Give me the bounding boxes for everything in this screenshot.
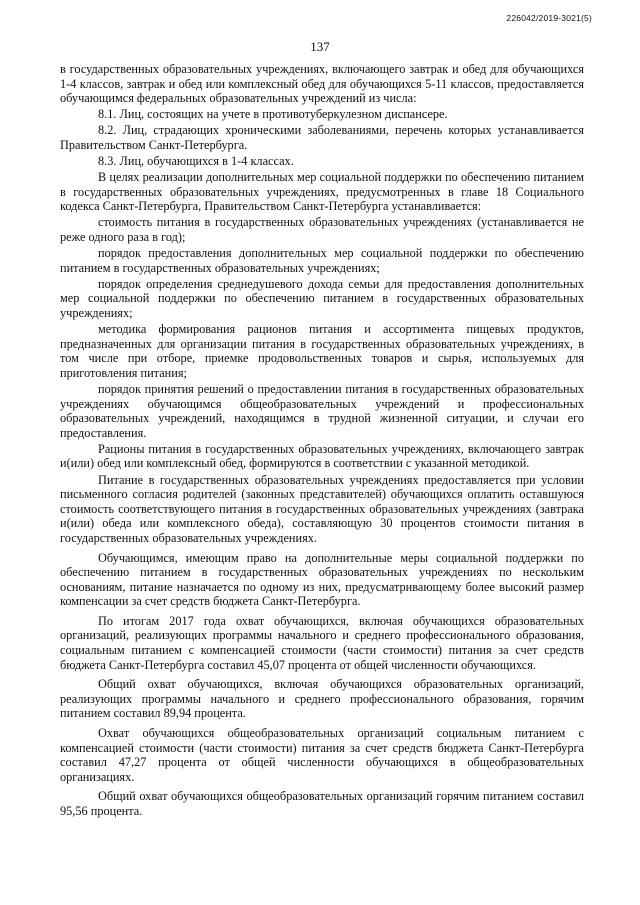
paragraph-cost: стоимость питания в государственных образовательных учреждениях (устанавливается не реже одного раза в год);: [60, 215, 584, 245]
paragraph-item-8-2: 8.2. Лиц, страдающих хроническими заболеваниями, перечень которых устанавливается Правительством Санкт-Петербурга.: [60, 123, 584, 152]
paragraph-continuation: в государственных образовательных учреждениях, включающего завтрак и обед для обучающихся 1-4 классов, завтрак и обед или комплексный обед для обучающихся 5-11 классов, предоставляется обучающимся федеральных образовательных учреждений из числа:: [60, 62, 584, 106]
paragraph-methodology: методика формирования рационов питания и ассортимента пищевых продуктов, предназначенных для организации питания в государственных образовательных учреждениях, в том числе при отборе, приемке продовольственных товаров и сырья, используемых для приготовления питания;: [60, 322, 584, 380]
page-number: 137: [310, 39, 330, 54]
paragraph-parental-consent: Питание в государственных образовательных учреждениях предоставляется при условии письменного согласия родителей (законных представителей) обучающихся оплатить оставшуюся стоимость соответствующего питания в государственных образовательных учреждениях (завтрака и(или) обеда или комплексного обеда), составляющую 30 процентов стоимости питания в государственных образовательных учреждениях.: [60, 472, 584, 545]
paragraph-item-8-1: 8.1. Лиц, состоящих на учете в противотуберкулезном диспансере.: [98, 107, 448, 122]
paragraph-decision-procedure: порядок принятия решений о предоставлении питания в государственных образовательных учреждениях обучающимся общеобразовательных учреждений и профессиональных образовательных учреждений, находящимся в трудной жизненной ситуации, и случаи его предоставления.: [60, 381, 584, 440]
paragraph-general-education-coverage: Охват обучающихся общеобразовательных организаций социальным питанием с компенсацией стоимости (части стоимости) питания за счет средств бюджета Санкт-Петербурга составил 47,27 процента от общей численности обучающихся в общеобразовательных организациях.: [60, 726, 584, 784]
document-body: [60, 62, 584, 820]
paragraph-total-coverage: Общий охват обучающихся, включая обучающихся образовательных организаций, реализующих программы начального и среднего профессионального образования, горячим питанием составил 89,94 процента.: [60, 677, 584, 721]
paragraph-procedure-income: порядок определения среднедушевого дохода семьи для предоставления дополнительных мер социальной поддержки по обеспечению питанием в государственных образовательных учреждениях;: [60, 276, 584, 320]
paragraph-multiple-grounds: Обучающимся, имеющим право на дополнительные меры социальной поддержки по обеспечению питанием в государственных образовательных учреждениях по нескольким основаниям, питание назначается по одному из них, предусматривающему более высокий размер компенсации за счет средств бюджета Санкт-Петербурга.: [60, 550, 584, 609]
paragraph-results-2017: По итогам 2017 года охват обучающихся, включая обучающихся образовательных организаций, реализующих программы начального и среднего профессионального образования, социальным питанием с компенсацией стоимости (части стоимости) питания за счет средств бюджета Санкт-Петербурга составил 45,07 процента от общей численности обучающихся.: [60, 613, 584, 672]
paragraph-rations: Рационы питания в государственных образовательных учреждениях, включающего завтрак и(или) обед или комплексный обед, формируются в соответствии с указанной методикой.: [60, 441, 584, 471]
paragraph-item-8-3: 8.3. Лиц, обучающихся в 1-4 классах.: [98, 154, 294, 169]
document-id: 226042/2019-3021(5): [506, 13, 592, 23]
paragraph-procedure-provision: порядок предоставления дополнительных мер социальной поддержки по обеспечению питанием в государственных образовательных учреждениях;: [60, 246, 584, 275]
paragraph-additional-measures: В целях реализации дополнительных мер социальной поддержки по обеспечению питанием в государственных образовательных учреждениях, предусмотренных в главе 18 Социального кодекса Санкт-Петербурга, Правительством Санкт-Петербурга устанавливается:: [60, 170, 584, 214]
paragraph-hot-meals-coverage: Общий охват обучающихся общеобразовательных организаций горячим питанием составил 95,56 процента.: [60, 789, 584, 818]
